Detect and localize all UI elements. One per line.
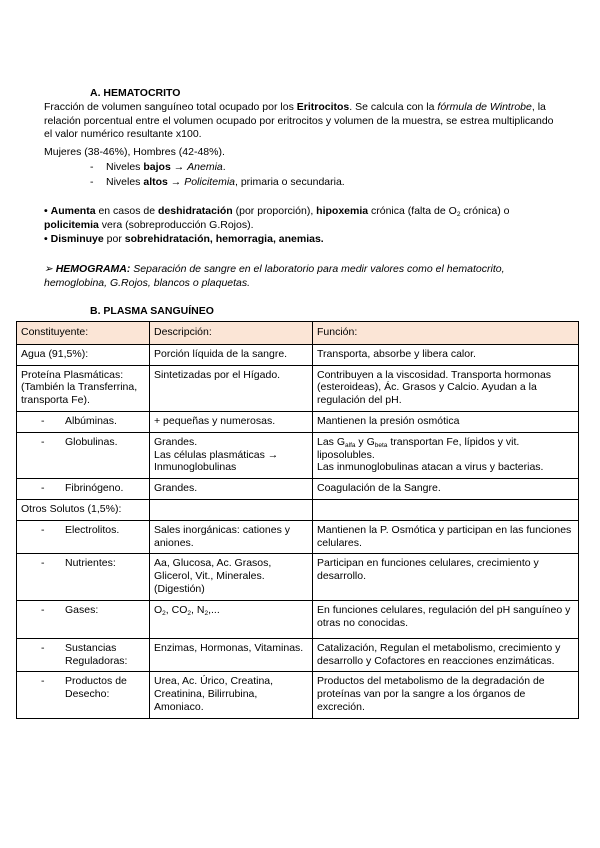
table-row: - Albúminas. + pequeñas y numerosas. Mantienen la presión osmótica [17,411,579,432]
hematocrito-definition: Fracción de volumen sanguíneo total ocupado por los Eritrocitos. Se calcula con la fórmula de Wintrobe, la relación porcentual entre el volumen ocupado por eritrocitos y volumen de la muestra, se estrea multiplicando el valor numérico resultante x100. [44,101,554,140]
header-descripcion: Descripción: [150,322,313,345]
table-row: - Gases: $O_2$, $CO_2$, $N_2$,... En funciones celulares, regulación del pH sanguíneo y otras no conocidas. [17,600,579,638]
table-row: Proteína Plasmáticas: (También la Transferrina, transporta Fe). Sintetizadas por el Hígado. Contribuyen a la viscosidad. Transporta hormonas (esteroideas), Ác. Grasos y Calcio. Ayudan a la regulación del pH. [17,365,579,411]
table-row: - Sustancias Reguladoras: Enzimas, Hormonas, Vitaminas. Catalización, Regulan el metabolismo, crecimiento y desarrollo y Cofactores en reacciones enzimáticas. [17,638,579,672]
table-row: - Productos de Desecho: Urea, Ac. Úrico, Creatina, Creatinina, Bilirrubina, Amoniaco. Productos del metabolismo de la degradación de proteínas van por la sangre a los órganos de excreción. [17,672,579,718]
high-levels-item: - Niveles altos → Policitemia, primaria o secundaria. [90,176,345,188]
table-row: - Fibrinógeno. Grandes. Coagulación de la Sangre. [17,479,579,500]
table-row: - Nutrientes: Aa, Glucosa, Ac. Grasos, Glicerol, Vit., Minerales. (Digestión) Participan en funciones celulares, crecimiento y desarrollo. [17,554,579,600]
header-funcion: Función: [313,322,579,345]
low-levels-item: - Niveles bajos → Anemia. [90,161,226,173]
header-constituyente: Constituyente: [17,322,150,345]
table-row: - Electrolitos. Sales inorgánicas: cationes y aniones. Mantienen la P. Osmótica y participan en las funciones celulares. [17,520,579,554]
table-header-row [17,322,579,345]
increase-note: • Aumenta en casos de deshidratación (por proporción), hipoxemia crónica (falta de $O_2$ crónica) o policitemia vera (sobreproducción G.Rojos). [44,205,510,231]
table-row: Otros Solutos (1,5%): [17,499,579,520]
decrease-note: • Disminuye por sobrehidratación, hemorragia, anemias. [44,233,324,245]
heading-plasma: B. PLASMA SANGUÍNEO [90,305,214,317]
reference-ranges: Mujeres (38-46%), Hombres (42-48%). [44,146,225,158]
heading-hematocrito: A. HEMATOCRITO [90,87,181,99]
arrow-bullet-icon: ➢ [44,263,56,275]
hemograma-note: ➢ HEMOGRAMA: Separación de sangre en el laboratorio para medir valores como el hematocrito, hemoglobina, G.Rojos, blancos o plaquetas. [44,263,505,289]
table-row: - Globulinas. Grandes. Las células plasmáticas → Inmunoglobulinas Las $G_{alfa}$ y $G_{beta}$ transportan Fe, lípidos y vit. liposolubles. Las inmunoglobulinas atacan a virus y bacterias. [17,432,579,478]
table-row: Agua (91,5%): Porción líquida de la sangre. Transporta, absorbe y libera calor. [17,344,579,365]
plasma-table [16,321,579,719]
